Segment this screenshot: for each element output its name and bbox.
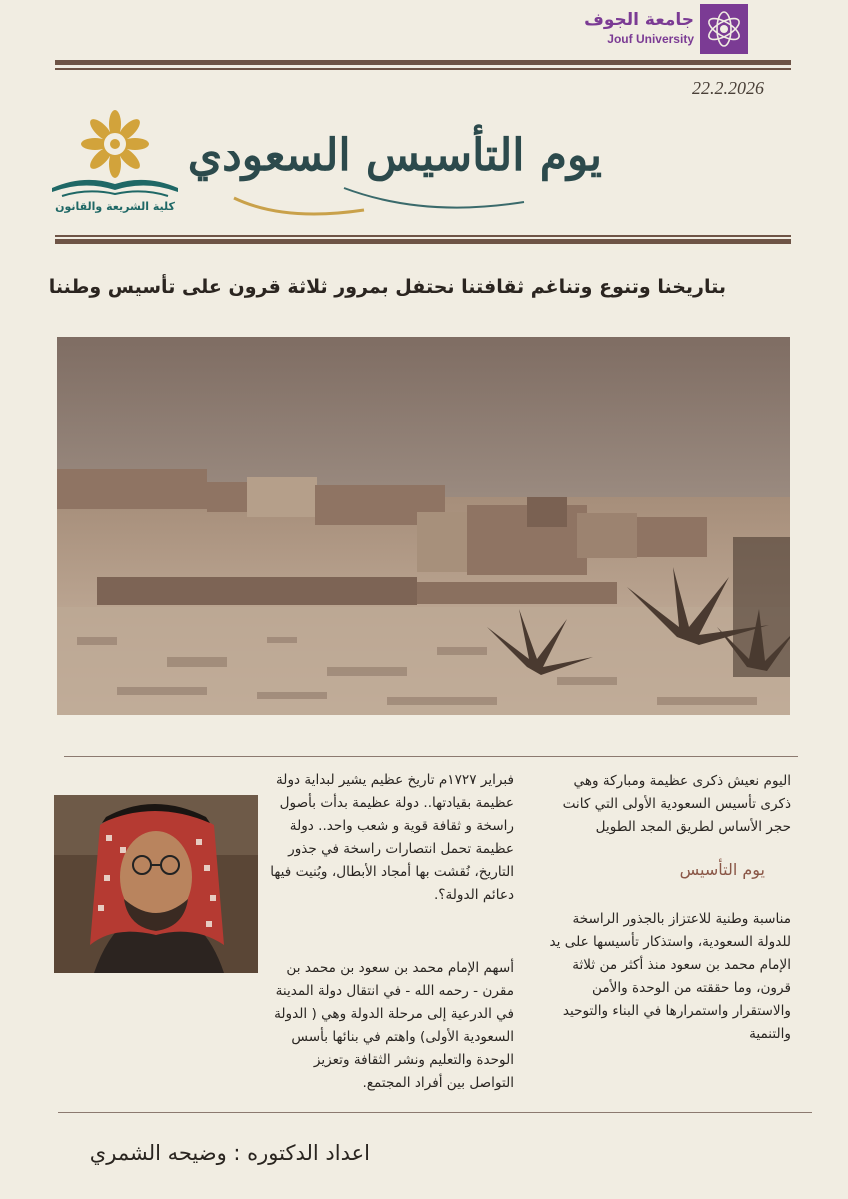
section-heading: يوم التأسيس [679, 860, 765, 879]
founding-day-title [187, 118, 610, 228]
title-text: يوم التأسيس السعودي [187, 130, 602, 181]
college-logo [48, 108, 182, 230]
history-paragraph-2: أسهم الإمام محمد بن سعود بن محمد بن مقرن - رحمه الله - في انتقال دولة المدينة في الدرعية إلى مرحلة الدولة وهي ( الدولة السعودية الأولى) واهتم في بنائها بأسس الوحدة والتعليم ونشر الثقافة وتعزيز التواصل بين أفراد المجتمع. [274, 960, 514, 1091]
king-portrait-photo [54, 795, 258, 973]
founding-day-paragraph: مناسبة وطنية للاعتزاز بالجذور الراسخة للدولة السعودية، واستذكار تأسيسها على يد الإمام محمد بن سعود منذ أكثر من ثلاثة قرون، وما حققته من الوحدة والأمن والاستقرار واستمرارها في البناء والتوحيد والتنمية [549, 911, 791, 1042]
top-rule-thin [55, 68, 791, 70]
university-name-ar: جامعة الجوف [584, 10, 694, 30]
college-name: كلية الشريعة والقانون [55, 200, 175, 213]
historic-diriyah-photo [57, 337, 790, 715]
history-paragraph-1: فبراير ١٧٢٧م تاريخ عظيم يشير لبداية دولة عظيمة بقيادتها.. دولة عظيمة بدأت بأصول راسخة و ثقافة قوية و شعب واحد.. دولة عظيمة تحمل انتصارات راسخة في جذور التاريخ، نُقشت بها أمجاد الأبطال، وبُنيت فيها دعائم الدولة؟. [270, 772, 514, 903]
top-rule [55, 60, 791, 65]
section-divider [64, 756, 798, 757]
subtitle: بتاريخنا وتنوع وتناغم ثقافتنا نحتفل بمرور ثلاثة قرون على تأسيس وطننا [48, 276, 726, 298]
lotus-book-icon [48, 108, 182, 200]
title-rule-thick [55, 239, 791, 244]
university-logo [584, 4, 748, 54]
intro-paragraph: اليوم نعيش ذكرى عظيمة ومباركة وهي ذكرى تأسيس السعودية الأولى التي كانت حجر الأساس لطريق المجد الطويل [562, 773, 791, 835]
footer-divider [58, 1112, 812, 1113]
university-name-en: Jouf University [607, 32, 694, 46]
issue-date: 22.2.2026 [692, 78, 764, 98]
title-rule [55, 235, 791, 237]
atom-emblem-icon [700, 4, 748, 54]
author-credit: اعداد الدكتوره : وضيحه الشمري [89, 1141, 370, 1165]
